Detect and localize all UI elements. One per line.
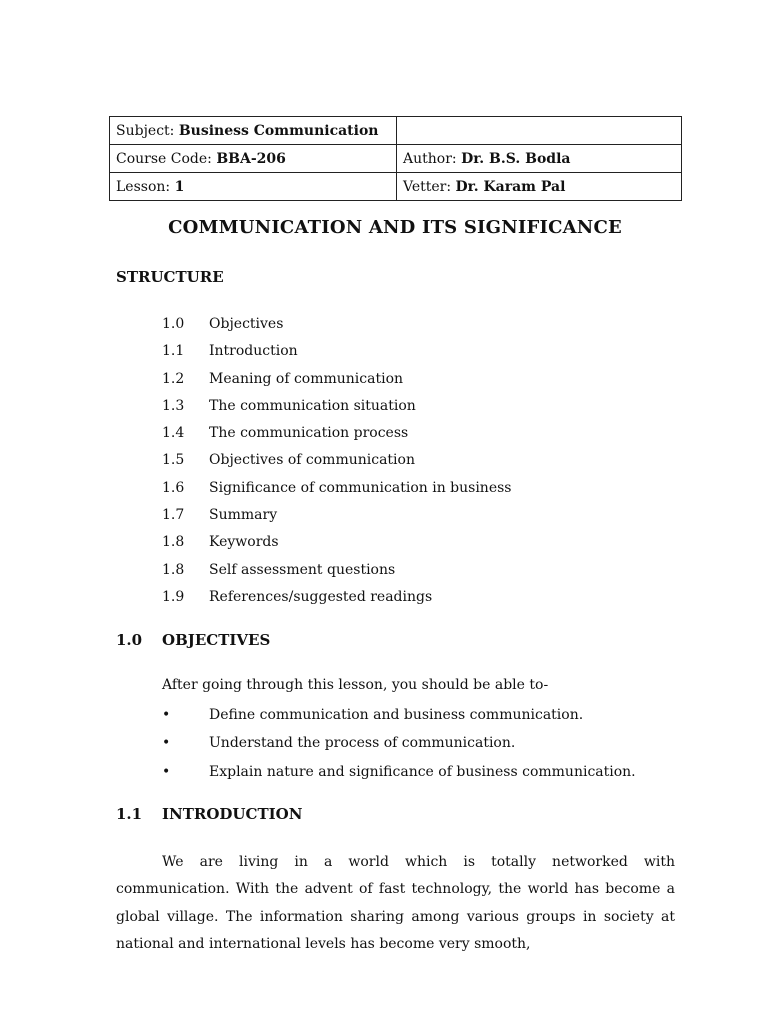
item-number: 1.8 [162,534,185,551]
item-number: 1.5 [162,452,185,469]
bullet-text: Define communication and business communication. [209,707,584,723]
bullet-text: Explain nature and significance of business communication. [209,763,636,780]
list-item [162,341,511,368]
bullet-icon: • [162,707,171,723]
bullet-icon: • [162,735,171,752]
vetter-label: Vetter: [403,178,452,195]
list-item [162,733,636,761]
list-item [162,396,511,423]
item-text: Summary [209,507,278,524]
table-row [110,117,682,145]
course-code-cell [110,145,397,173]
item-text: Introduction [209,343,298,360]
table-row [110,173,682,201]
section-number: 1.1 [116,805,143,823]
list-item [162,560,511,587]
item-number: 1.4 [162,425,185,442]
item-number: 1.9 [162,588,185,605]
item-text: Self assessment questions [209,561,396,578]
table-row [110,145,682,173]
document-title: COMMUNICATION AND ITS SIGNIFICANCE [168,217,622,238]
item-text: The communication process [209,425,409,442]
introduction-paragraph: We are living in a world which is totally networked with communication. With the advent of fast technology, the world has become a global village. The information sharing among various groups in society at national and international levels has become very smooth, [116,854,675,952]
list-item [162,532,511,559]
objectives-heading [116,631,270,649]
author-label: Author: [403,150,457,167]
list-item [162,478,511,505]
subject-value: Business Communication [178,122,379,139]
list-item [162,423,511,450]
introduction-heading [116,805,302,823]
item-text: Keywords [209,534,279,551]
lesson-label: Lesson: [116,178,171,195]
section-title: INTRODUCTION [162,805,303,823]
structure-heading: STRUCTURE [116,268,224,286]
item-number: 1.2 [162,370,185,387]
objectives-intro: After going through this lesson, you should be able to- [162,677,549,693]
list-item [162,762,636,790]
item-text: Meaning of communication [209,370,404,387]
lesson-cell [110,173,397,201]
lesson-value: 1 [174,178,185,195]
list-item [162,450,511,477]
vetter-value: Dr. Karam Pal [455,178,566,195]
item-number: 1.7 [162,507,185,524]
list-item [162,587,511,614]
lesson-info-table [109,116,682,201]
bullet-text: Understand the process of communication. [209,735,516,752]
item-text: Objectives of communication [209,452,415,469]
item-text: The communication situation [209,397,416,414]
item-number: 1.0 [162,316,185,332]
author-cell [397,145,682,173]
subject-label: Subject: [116,122,175,139]
item-text: Significance of communication in business [209,479,512,496]
section-title: OBJECTIVES [162,631,271,649]
bullet-icon: • [162,763,171,780]
list-item [162,505,511,532]
author-value: Dr. B.S. Bodla [461,150,571,167]
item-number: 1.3 [162,397,185,414]
list-item [162,314,511,341]
list-item [162,369,511,396]
section-number: 1.0 [116,631,143,649]
item-text: References/suggested readings [209,588,433,605]
structure-list [162,314,511,614]
objectives-list [162,705,636,790]
course-code-label: Course Code: [116,150,212,167]
empty-cell [397,117,682,145]
subject-cell [110,117,397,145]
list-item [162,705,636,733]
item-number: 1.6 [162,479,185,496]
item-number: 1.8 [162,561,185,578]
item-text: Objectives [209,316,284,332]
vetter-cell [397,173,682,201]
item-number: 1.1 [162,343,185,360]
course-code-value: BBA-206 [216,150,286,167]
